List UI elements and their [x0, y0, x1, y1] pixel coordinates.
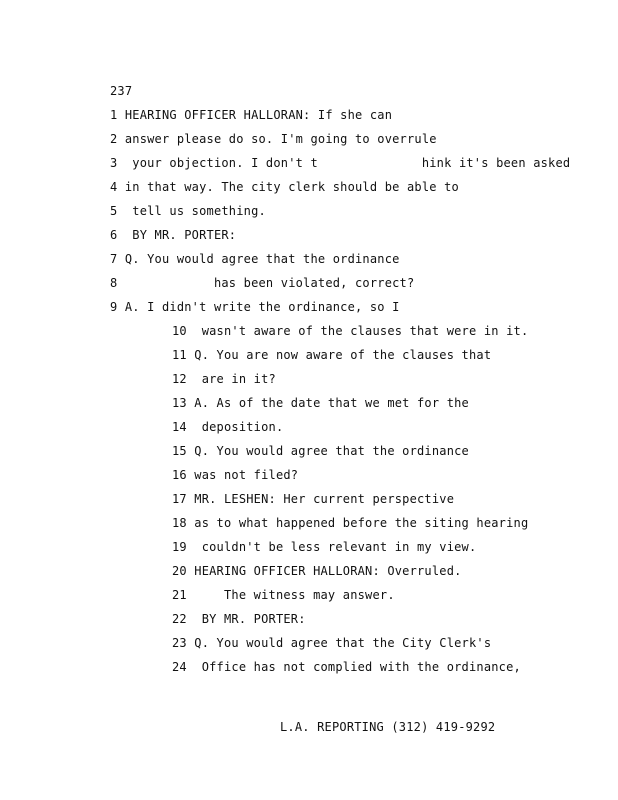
transcript-line: 13 A. As of the date that we met for the — [172, 396, 469, 410]
transcript-line: 19 couldn't be less relevant in my view. — [172, 540, 477, 554]
transcript-line: 18 as to what happened before the siting hearing — [172, 516, 529, 530]
transcript-line: 6 BY MR. PORTER: — [110, 228, 237, 242]
page-number: 237 — [110, 84, 133, 98]
transcript-line: 9 A. I didn't write the ordinance, so I — [110, 300, 400, 314]
transcript-line: 10 wasn't aware of the clauses that were in it. — [172, 324, 529, 338]
transcript-line: 24 Office has not complied with the ordinance, — [172, 660, 521, 674]
transcript-line: 4 in that way. The city clerk should be able to — [110, 180, 459, 194]
reporter-footer: L.A. REPORTING (312) 419-9292 — [280, 720, 496, 734]
transcript-line: 7 Q. You would agree that the ordinance — [110, 252, 400, 266]
transcript-line: 23 Q. You would agree that the City Clerk's — [172, 636, 492, 650]
transcript-line: 22 BY MR. PORTER: — [172, 612, 306, 626]
transcript-line: 16 was not filed? — [172, 468, 299, 482]
transcript-line: 12 are in it? — [172, 372, 276, 386]
transcript-line: 8 has been violated, correct? — [110, 276, 415, 290]
transcript-line: 20 HEARING OFFICER HALLORAN: Overruled. — [172, 564, 462, 578]
transcript-line: 1 HEARING OFFICER HALLORAN: If she can — [110, 108, 393, 122]
transcript-line: 2 answer please do so. I'm going to overrule — [110, 132, 437, 146]
transcript-line: 14 deposition. — [172, 420, 284, 434]
transcript-line: 11 Q. You are now aware of the clauses that — [172, 348, 492, 362]
transcript-line: 3 your objection. I don't t hink it's been asked — [110, 156, 571, 170]
transcript-line: 15 Q. You would agree that the ordinance — [172, 444, 469, 458]
transcript-line: 21 The witness may answer. — [172, 588, 395, 602]
transcript-line: 17 MR. LESHEN: Her current perspective — [172, 492, 455, 506]
transcript-line: 5 tell us something. — [110, 204, 266, 218]
